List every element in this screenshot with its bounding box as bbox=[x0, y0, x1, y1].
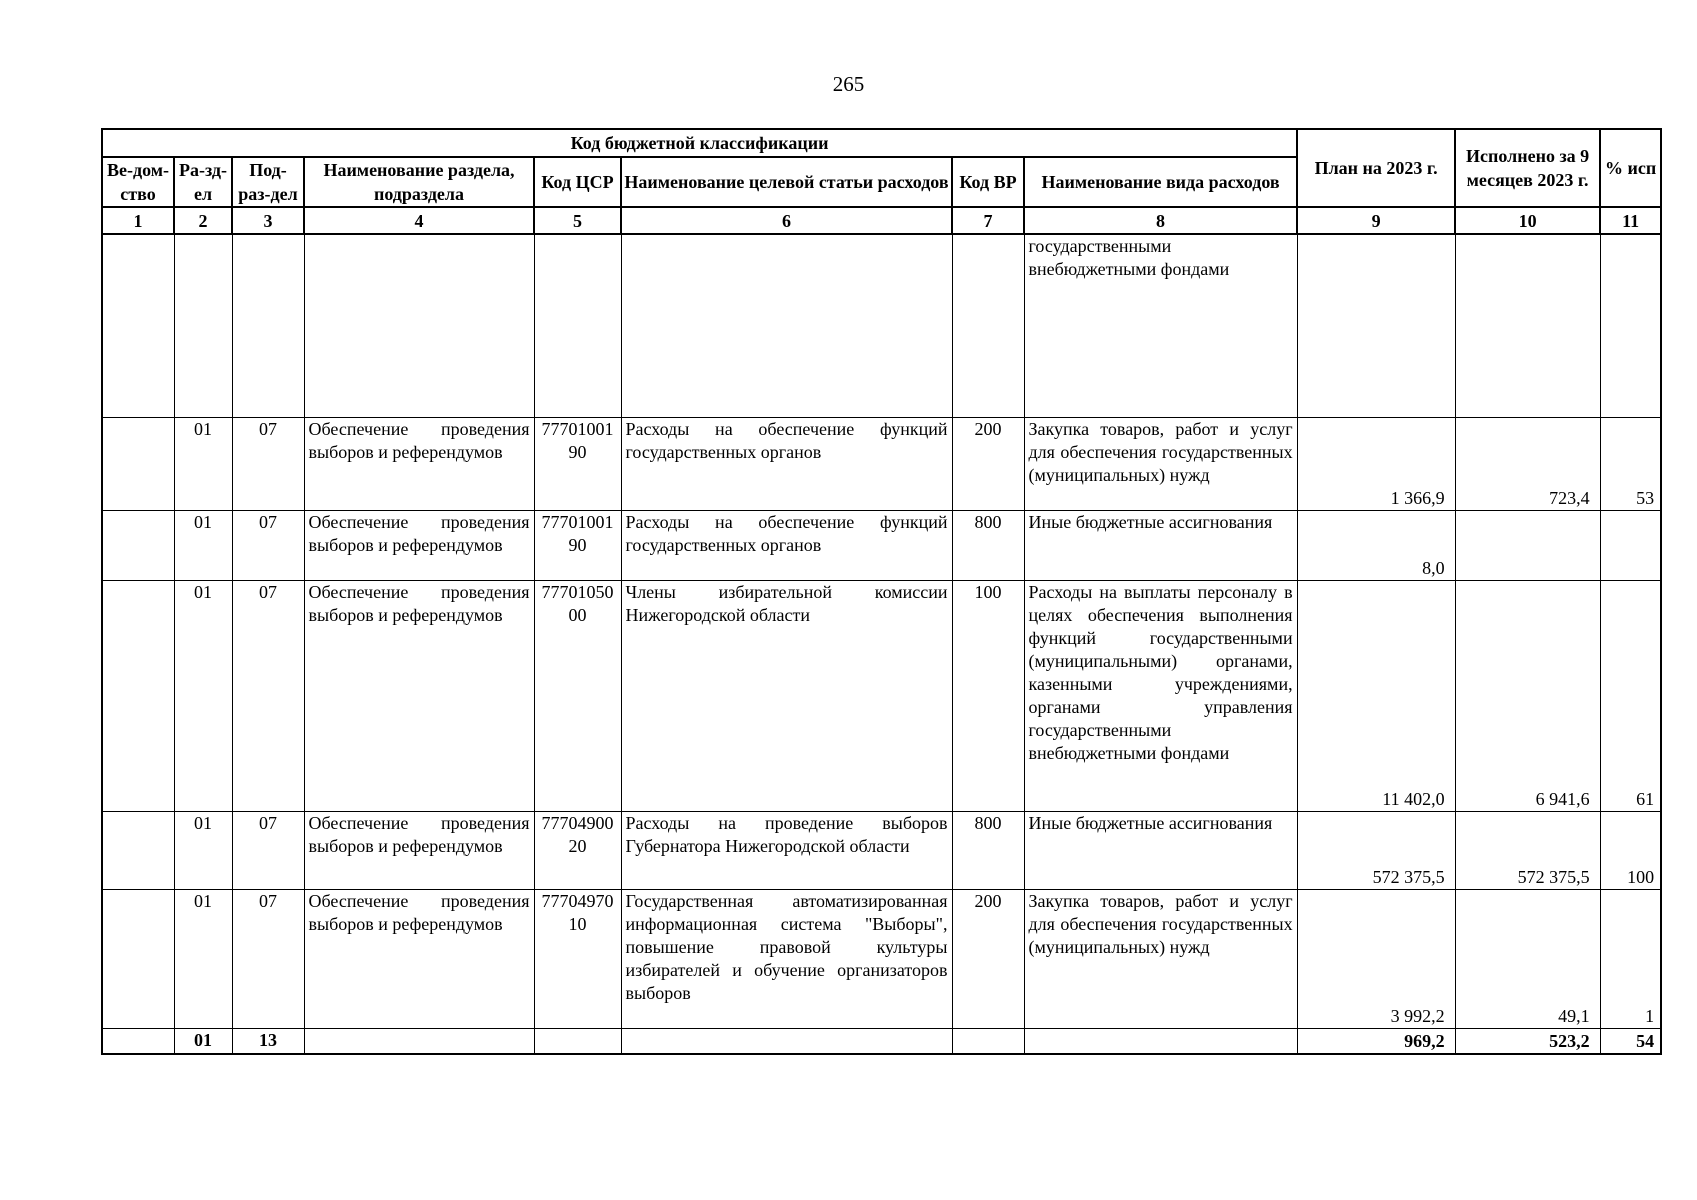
table-row bbox=[102, 812, 1661, 890]
column-number: 10 bbox=[1455, 207, 1600, 234]
section-name-cell bbox=[304, 234, 534, 418]
column-number: 5 bbox=[534, 207, 621, 234]
executed-cell bbox=[1455, 234, 1600, 418]
percent-total: 54 bbox=[1600, 1029, 1661, 1055]
percent-cell bbox=[1600, 511, 1661, 581]
section-name-header: Наименование раздела, подраздела bbox=[304, 157, 534, 207]
percent-header: % исп bbox=[1600, 129, 1661, 207]
executed-header: Исполнено за 9 месяцев 2023 г. bbox=[1455, 129, 1600, 207]
section-cell: 01 bbox=[174, 511, 232, 581]
percent-cell: 1 bbox=[1600, 890, 1661, 1029]
plan-cell: 3 992,2 bbox=[1297, 890, 1455, 1029]
csr-code-cell bbox=[534, 1029, 621, 1055]
department-cell bbox=[102, 581, 174, 812]
plan-cell: 11 402,0 bbox=[1297, 581, 1455, 812]
section-cell: 01 bbox=[174, 1029, 232, 1055]
vr-code-cell: 200 bbox=[952, 890, 1024, 1029]
budget-code-group-header: Код бюджетной классификации bbox=[102, 129, 1297, 157]
csr-code-cell bbox=[534, 234, 621, 418]
department-cell bbox=[102, 890, 174, 1029]
subsection-cell: 07 bbox=[232, 812, 304, 890]
vr-code-cell: 800 bbox=[952, 511, 1024, 581]
subsection-cell: 07 bbox=[232, 581, 304, 812]
executed-cell: 49,1 bbox=[1455, 890, 1600, 1029]
column-number: 9 bbox=[1297, 207, 1455, 234]
plan-header: План на 2023 г. bbox=[1297, 129, 1455, 207]
subsection-header: Под-раз-дел bbox=[232, 157, 304, 207]
expense-type-cell: Расходы на выплаты персоналу в целях обеспечения выполнения функций государственными (муниципальными) органами, казенными учреждениями, органами управления государственными внебюджетными фондами bbox=[1024, 581, 1297, 812]
table-body bbox=[102, 234, 1661, 1054]
target-article-cell: Расходы на обеспечение функций государственных органов bbox=[621, 418, 952, 511]
expense-type-cell: государственными внебюджетными фондами bbox=[1024, 234, 1297, 418]
subsection-cell: 07 bbox=[232, 511, 304, 581]
vr-code-cell: 200 bbox=[952, 418, 1024, 511]
subsection-cell: 07 bbox=[232, 890, 304, 1029]
csr-code-header: Код ЦСР bbox=[534, 157, 621, 207]
page-number: 265 bbox=[832, 72, 865, 96]
target-article-cell: Расходы на обеспечение функций государственных органов bbox=[621, 511, 952, 581]
department-header: Ве-дом-ство bbox=[102, 157, 174, 207]
percent-cell: 61 bbox=[1600, 581, 1661, 812]
expense-type-cell bbox=[1024, 1029, 1297, 1055]
plan-cell bbox=[1297, 234, 1455, 418]
department-cell bbox=[102, 511, 174, 581]
table-row bbox=[102, 890, 1661, 1029]
subtotal-row bbox=[102, 1029, 1661, 1055]
section-name-cell: Обеспечение проведения выборов и референдумов bbox=[304, 418, 534, 511]
expense-type-cell: Закупка товаров, работ и услуг для обеспечения государственных (муниципальных) нужд bbox=[1024, 418, 1297, 511]
expense-type-cell: Иные бюджетные ассигнования bbox=[1024, 812, 1297, 890]
executed-cell: 572 375,5 bbox=[1455, 812, 1600, 890]
target-article-cell: Расходы на проведение выборов Губернатора Нижегородской области bbox=[621, 812, 952, 890]
section-cell: 01 bbox=[174, 418, 232, 511]
column-number: 7 bbox=[952, 207, 1024, 234]
section-cell: 01 bbox=[174, 812, 232, 890]
plan-cell: 8,0 bbox=[1297, 511, 1455, 581]
executed-total: 523,2 bbox=[1455, 1029, 1600, 1055]
csr-code-cell: 7770497010 bbox=[534, 890, 621, 1029]
column-number: 11 bbox=[1600, 207, 1661, 234]
section-cell bbox=[174, 234, 232, 418]
percent-cell: 100 bbox=[1600, 812, 1661, 890]
section-cell: 01 bbox=[174, 890, 232, 1029]
vr-code-header: Код ВР bbox=[952, 157, 1024, 207]
expense-type-cell: Закупка товаров, работ и услуг для обеспечения государственных (муниципальных) нужд bbox=[1024, 890, 1297, 1029]
plan-cell: 1 366,9 bbox=[1297, 418, 1455, 511]
table-row bbox=[102, 511, 1661, 581]
percent-cell: 53 bbox=[1600, 418, 1661, 511]
budget-classification-table bbox=[101, 128, 1662, 1055]
executed-cell: 6 941,6 bbox=[1455, 581, 1600, 812]
target-article-cell: Государственная автоматизированная информационная система "Выборы", повышение правовой культуры избирателей и обучение организаторов выборов bbox=[621, 890, 952, 1029]
expense-type-header: Наименование вида расходов bbox=[1024, 157, 1297, 207]
subsection-cell: 07 bbox=[232, 418, 304, 511]
subsection-cell bbox=[232, 234, 304, 418]
executed-cell bbox=[1455, 511, 1600, 581]
section-name-cell: Обеспечение проведения выборов и референдумов bbox=[304, 581, 534, 812]
plan-total: 969,2 bbox=[1297, 1029, 1455, 1055]
expense-type-cell: Иные бюджетные ассигнования bbox=[1024, 511, 1297, 581]
department-cell bbox=[102, 234, 174, 418]
column-number: 3 bbox=[232, 207, 304, 234]
section-name-cell bbox=[304, 1029, 534, 1055]
column-number-row bbox=[102, 207, 1661, 234]
plan-cell: 572 375,5 bbox=[1297, 812, 1455, 890]
target-article-header: Наименование целевой статьи расходов bbox=[621, 157, 952, 207]
percent-cell bbox=[1600, 234, 1661, 418]
column-number: 4 bbox=[304, 207, 534, 234]
column-number: 6 bbox=[621, 207, 952, 234]
csr-code-cell: 7770100190 bbox=[534, 511, 621, 581]
vr-code-cell: 100 bbox=[952, 581, 1024, 812]
department-cell bbox=[102, 812, 174, 890]
target-article-cell bbox=[621, 234, 952, 418]
table-header bbox=[102, 129, 1661, 234]
executed-cell: 723,4 bbox=[1455, 418, 1600, 511]
csr-code-cell: 7770105000 bbox=[534, 581, 621, 812]
column-number: 2 bbox=[174, 207, 232, 234]
csr-code-cell: 7770490020 bbox=[534, 812, 621, 890]
section-name-cell: Обеспечение проведения выборов и референдумов bbox=[304, 812, 534, 890]
csr-code-cell: 7770100190 bbox=[534, 418, 621, 511]
department-cell bbox=[102, 1029, 174, 1055]
vr-code-cell: 800 bbox=[952, 812, 1024, 890]
section-name-cell: Обеспечение проведения выборов и референдумов bbox=[304, 890, 534, 1029]
target-article-cell bbox=[621, 1029, 952, 1055]
column-number: 8 bbox=[1024, 207, 1297, 234]
target-article-cell: Члены избирательной комиссии Нижегородской области bbox=[621, 581, 952, 812]
vr-code-cell bbox=[952, 1029, 1024, 1055]
vr-code-cell bbox=[952, 234, 1024, 418]
table-row bbox=[102, 418, 1661, 511]
column-number: 1 bbox=[102, 207, 174, 234]
department-cell bbox=[102, 418, 174, 511]
table-row bbox=[102, 581, 1661, 812]
section-name-cell: Обеспечение проведения выборов и референдумов bbox=[304, 511, 534, 581]
subsection-cell: 13 bbox=[232, 1029, 304, 1055]
section-cell: 01 bbox=[174, 581, 232, 812]
section-header: Ра-зд-ел bbox=[174, 157, 232, 207]
table-row bbox=[102, 234, 1661, 418]
